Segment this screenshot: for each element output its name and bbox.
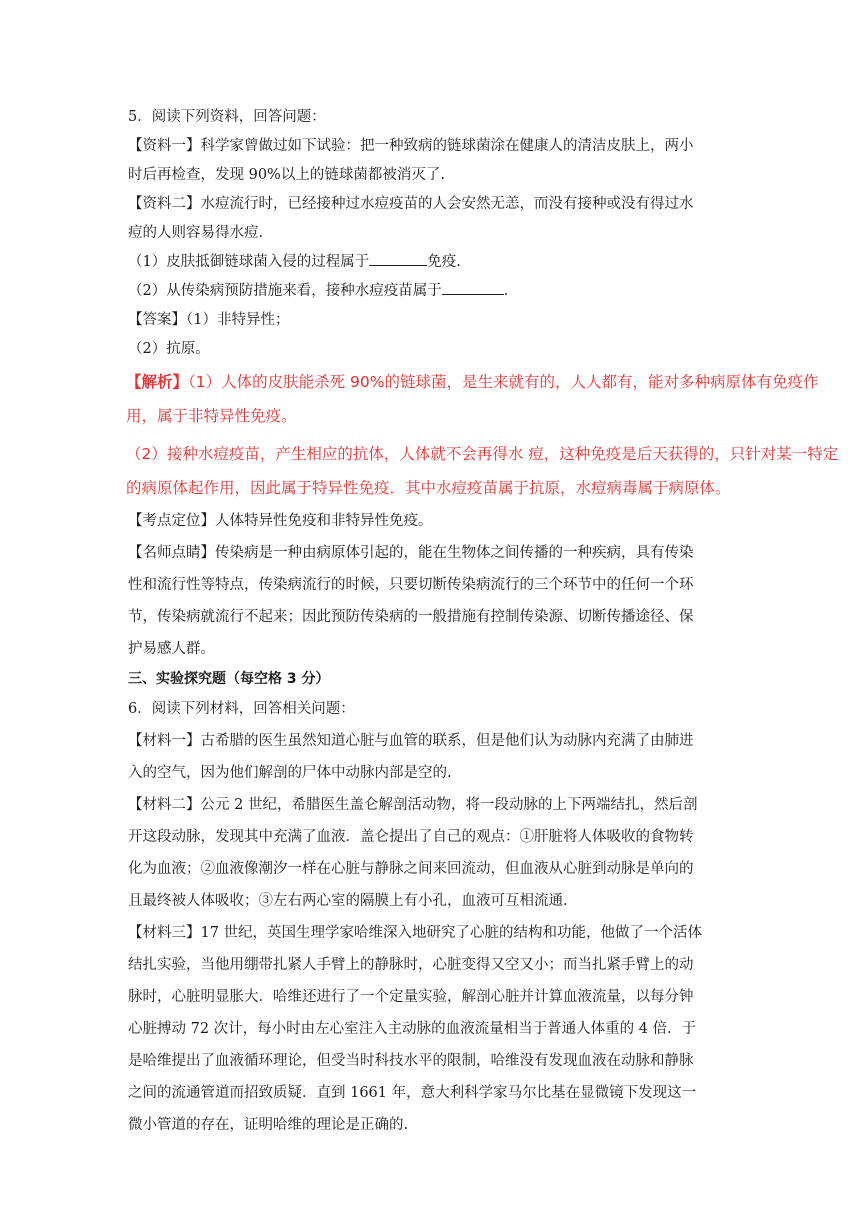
- q5-analysis-part-1: [126, 365, 846, 433]
- q5-teacher-tip-line-2: 性和流行性等特点，传染病流行的时候，只要切断传染病流行的三个环节中的任何一个环: [128, 577, 694, 593]
- q6-material-3-line-5: 是哈维提出了血液循环理论，但受当时科技水平的限制，哈维没有发现血液在动脉和静脉: [128, 1053, 694, 1069]
- q5-answer-line-2: （2）抗原。: [128, 341, 210, 357]
- q5-question-1-suffix: 免疫.: [427, 254, 461, 270]
- q6-material-3-line-6: 之间的流通管道而招致质疑．直到 1661 年，意大利科学家马尔比基在显微镜下发现这一: [128, 1085, 697, 1101]
- answer-blank-1[interactable]: [369, 249, 427, 266]
- q5-question-2-text: （2）从传染病预防措施来看，接种水痘疫苗属于: [128, 283, 442, 299]
- q6-material-3-line-7: 微小管道的存在，证明哈维的理论是正确的.: [128, 1117, 409, 1133]
- q5-stem: 5．阅读下列资料，回答问题：: [128, 109, 326, 125]
- q5-analysis-part-2: （2）接种水痘疫苗，产生相应的抗体，人体就不会再得水 痘，这种免疫是后天获得的，只针对某一特定的病原体起作用，因此属于特异性免疫．其中水痘疫苗属于抗原，水痘病毒属于病原体。: [126, 445, 839, 497]
- q5-question-1: [128, 249, 740, 275]
- q5-material-1-line-2: 时后再检查，发现 90%以上的链球菌都被消灭了.: [128, 167, 445, 183]
- q6-material-2-line-1: 【材料二】公元 2 世纪，希腊医生盖仑解剖活动物，将一段动脉的上下两端结扎，然后剖: [128, 797, 698, 813]
- q5-question-1-text: （1）皮肤抵御链球菌入侵的过程属于: [128, 254, 370, 270]
- q6-material-3-line-1: 【材料三】17 世纪，英国生理学家哈维深入地研究了心脏的结构和功能，他做了一个活体: [128, 925, 703, 941]
- q5-answer-line-1: 【答案】（1）非特异性；: [128, 312, 290, 328]
- analysis-tag: 【解析】: [126, 373, 189, 391]
- q6-material-3-line-2: 结扎实验，当他用绷带扎紧人手臂上的静脉时，心脏变得又空又小；而当扎紧手臂上的动: [128, 957, 694, 973]
- q5-material-1-line-1: 【资料一】科学家曾做过如下试验：把一种致病的链球菌涂在健康人的清洁皮肤上，两小: [128, 138, 694, 154]
- q6-material-2-line-3: 化为血液；②血液像潮汐一样在心脏与静脉之间来回流动，但血液从心脏到动脉是单向的: [128, 861, 694, 877]
- answer-blank-2[interactable]: [442, 278, 504, 295]
- q6-material-2-line-2: 开这段动脉，发现其中充满了血液．盖仑提出了自己的观点：①肝脏将人体吸收的食物转: [128, 829, 694, 845]
- document-content: [126, 104, 839, 1138]
- q6-stem: 6．阅读下列材料，回答相关问题：: [128, 701, 355, 717]
- q5-question-2-suffix: .: [503, 283, 509, 299]
- analysis-text-1: （1）人体的皮肤能杀死 90%的链球菌，是生来就有的，人人都有，能对多种病原体有免疫作用，属于非特异性免疫。: [126, 373, 819, 425]
- q6-material-3-line-4: 心脏搏动 72 次计，每小时由左心室注入主动脉的血液流量相当于普通人体重的 4 倍．于: [128, 1021, 697, 1037]
- q5-teacher-tip-line-1: 【名师点睛】传染病是一种由病原体引起的，能在生物体之间传播的一种疾病，具有传染: [128, 545, 694, 561]
- q6-material-2-line-4: 且最终被人体吸收；③左右两心室的隔膜上有小孔，血液可互相流通.: [128, 893, 568, 909]
- q5-teacher-tip-line-4: 护易感人群。: [128, 641, 215, 657]
- q5-material-2-line-2: 痘的人则容易得水痘.: [128, 225, 264, 241]
- q5-material-2-line-1: 【资料二】水痘流行时，已经接种过水痘疫苗的人会安然无恙，而没有接种或没有得过水: [128, 196, 694, 212]
- q6-material-1-line-2: 入的空气，因为他们解剖的尸体中动脉内部是空的.: [128, 765, 452, 781]
- q5-teacher-tip-line-3: 节，传染病就流行不起来；因此预防传染病的一般措施有控制传染源、切断传播途径、保: [128, 609, 694, 625]
- q6-material-3-line-3: 脉时，心脏明显胀大．哈维还进行了一个定量实验，解剖心脏并计算血液流量，以每分钟: [128, 989, 694, 1005]
- q5-knowledge-point: 【考点定位】人体特异性免疫和非特异性免疫。: [128, 513, 433, 529]
- q6-material-1-line-1: 【材料一】古希腊的医生虽然知道心脏与血管的联系，但是他们认为动脉内充满了由肺进: [128, 733, 694, 749]
- q5-question-2: [128, 278, 740, 304]
- section-3-title: 三、实验探究题（每空格 3 分）: [128, 671, 330, 687]
